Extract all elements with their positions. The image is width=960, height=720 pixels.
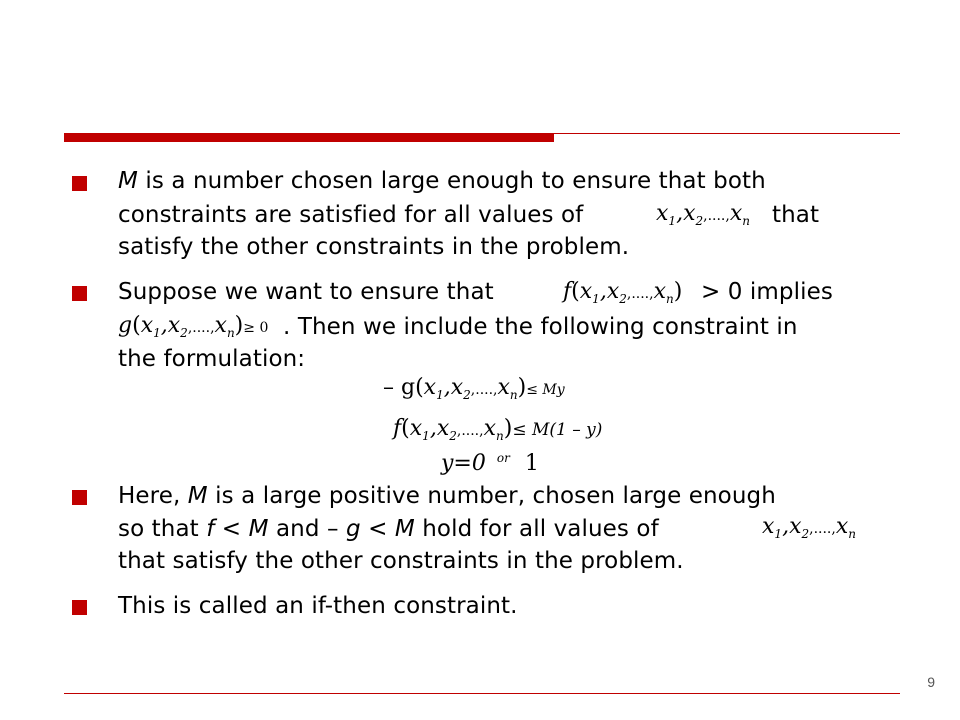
text: < [360, 516, 395, 542]
var-x: x [729, 201, 743, 226]
var-M: M [394, 516, 415, 542]
var-x: x [606, 279, 620, 304]
text: is a number chosen large enough to ensure that both [137, 168, 766, 194]
value-one: 1 [524, 451, 539, 476]
subscript: n [496, 429, 504, 443]
ellipsis: ,...., [809, 521, 836, 537]
var-f: f [206, 516, 215, 542]
constraint-1: – $g(x_1,x_2,....,x_n)\le My$ [383, 375, 565, 402]
bullet-3-line-2 [118, 513, 659, 545]
var-x: x [656, 201, 669, 226]
subscript: n [226, 326, 235, 340]
var-x: x [683, 201, 696, 226]
var-x: x [436, 416, 450, 441]
bullet-1-line-1 [118, 165, 766, 197]
bullet-1-line-2 [118, 199, 583, 231]
text: that satisfy the other constraints in the problem. [118, 548, 684, 574]
var-x: x [579, 279, 593, 304]
bullet-1-line-2-end [772, 199, 819, 231]
expr-f: $f(x_1,x_2,....,x_n)$ [563, 279, 683, 306]
var-M: M [118, 168, 138, 194]
ellipsis: ,...., [187, 320, 215, 336]
subscript: 2 [801, 527, 810, 541]
vars-x1-xn: $x_1,x_2,....,x_n$ [762, 514, 856, 541]
fn-f: f [393, 416, 402, 441]
var-x: x [409, 416, 423, 441]
subscript: 1 [436, 388, 444, 402]
bullet-2-line-1 [118, 276, 494, 308]
text: and – [268, 516, 346, 542]
bullet-marker [72, 490, 87, 505]
var-g: g [345, 516, 361, 542]
ge-zero: ≥ 0 [243, 320, 269, 336]
var-x: x [167, 313, 181, 338]
ellipsis: ,...., [703, 208, 730, 224]
subscript: n [848, 527, 856, 541]
subscript: 2 [695, 214, 704, 228]
bullet-2-line-1-end [701, 276, 833, 308]
subscript: n [666, 292, 674, 306]
bullet-marker [72, 176, 87, 191]
bullet-4-line-1 [118, 590, 518, 622]
rhs-my: ≤ My [526, 382, 565, 398]
var-x: x [497, 375, 510, 400]
subscript: 2 [180, 326, 188, 340]
ellipsis: ,...., [626, 286, 654, 302]
var-x: x [423, 375, 437, 400]
constraint-2: $f(x_1,x_2,....,x_n)\le M(1 - y)$ [393, 416, 603, 443]
text: satisfy the other constraints in the problem. [118, 234, 630, 260]
subscript: n [509, 388, 518, 402]
var-M: M [187, 483, 208, 509]
bullet-1-line-3 [118, 231, 629, 263]
subscript: 1 [668, 214, 677, 228]
rhs-m-1-y: ≤ M(1 – y) [512, 420, 603, 440]
ellipsis: ,...., [470, 382, 498, 398]
subscript: 1 [592, 292, 600, 306]
or-word: or [496, 451, 510, 465]
var-x: x [214, 313, 227, 338]
text: so that [118, 516, 207, 542]
bullet-2-line-3 [118, 343, 305, 375]
subscript: 1 [153, 326, 161, 340]
var-x: x [835, 514, 849, 539]
var-x: x [762, 514, 775, 539]
bullet-3-line-3 [118, 545, 684, 577]
fn-g: g [118, 313, 133, 338]
ellipsis: ,...., [456, 423, 484, 439]
text: > 0 implies [701, 279, 833, 305]
var-x: x [653, 279, 666, 304]
y-equals-0: y=0 [441, 451, 486, 476]
bullet-marker [72, 600, 87, 615]
fn-f: f [563, 279, 572, 304]
bullet-3-line-1 [118, 480, 776, 512]
text: that [772, 202, 820, 228]
subscript: 2 [619, 292, 627, 306]
subscript: 2 [463, 388, 471, 402]
var-x: x [140, 313, 154, 338]
var-x: x [450, 375, 464, 400]
page-number: 9 [927, 674, 935, 690]
text: hold for all values of [414, 516, 659, 542]
var-x: x [789, 514, 802, 539]
title-rule-thick [64, 133, 554, 142]
text: Suppose we want to ensure that [118, 279, 494, 305]
subscript: 1 [774, 527, 783, 541]
text: the formulation: [118, 346, 306, 372]
expr-g-ge-0: $g(x_1,x_2,....,x_n)\ge 0$ [118, 313, 269, 340]
vars-x1-xn: $x_1,x_2,....,x_n$ [656, 201, 750, 228]
var-M: M [248, 516, 269, 542]
text: < [214, 516, 249, 542]
var-x: x [483, 416, 496, 441]
bullet-marker [72, 286, 87, 301]
text: This is called an if-then constraint. [118, 593, 518, 619]
subscript: n [742, 214, 750, 228]
text: is a large positive number, chosen large enough [207, 483, 776, 509]
constraint-3 [441, 451, 539, 479]
subscript: 1 [422, 429, 430, 443]
title-rule-thin [554, 133, 900, 134]
bullet-2-line-2 [283, 311, 798, 343]
text: . Then we include the following constraint in [283, 314, 798, 340]
footer-rule [64, 693, 900, 694]
subscript: 2 [449, 429, 457, 443]
text: Here, [118, 483, 188, 509]
neg-g: – g [383, 375, 416, 400]
text: constraints are satisfied for all values of [118, 202, 584, 228]
